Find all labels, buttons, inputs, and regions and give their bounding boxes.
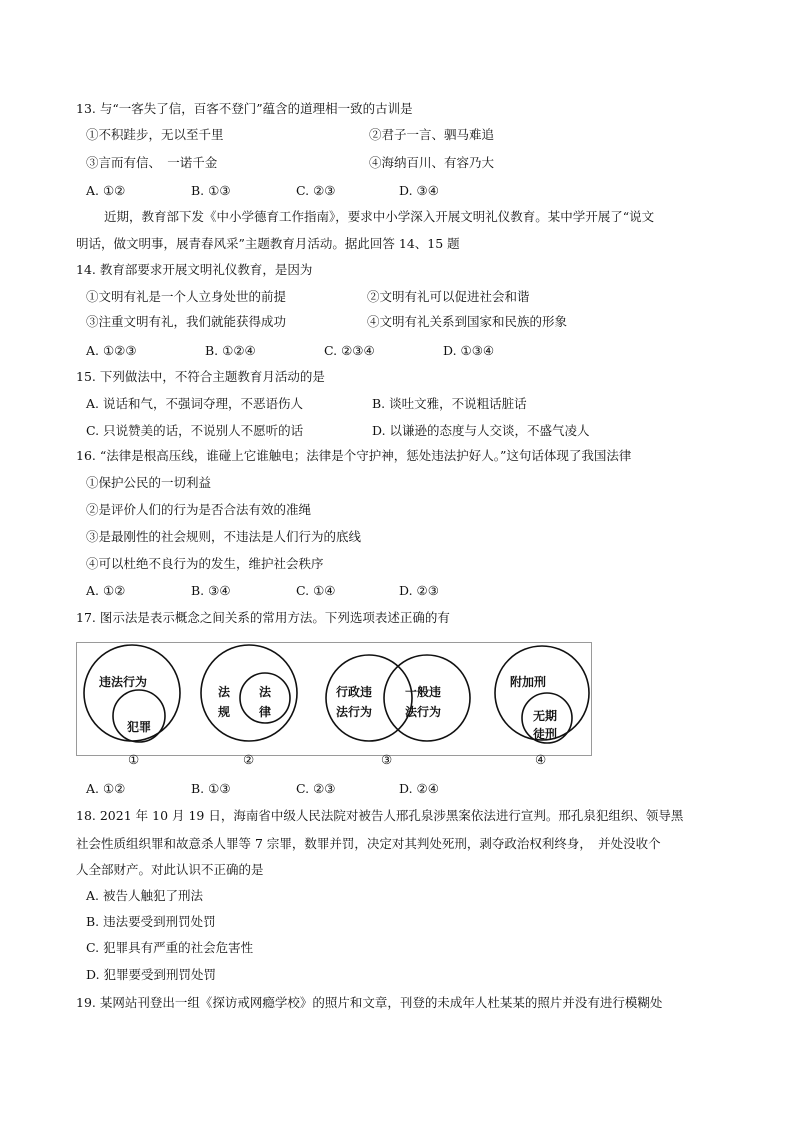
q18-option-a: A. 被告人触犯了刑法 — [86, 888, 203, 903]
q18-option-c: C. 犯罪具有严重的社会危害性 — [86, 940, 254, 955]
q17-option-b: B. ①③ — [191, 781, 231, 796]
passage-line-1: 近期，教育部下发《中小学德育工作指南》，要求中小学深入开展文明礼仪教育。某中学开展了“说文 — [104, 209, 655, 224]
q15-option-b: B. 谈吐文雅，不说粗话脏话 — [372, 396, 527, 411]
q14-statement-3: ③注重文明有礼，我们就能获得成功 — [86, 314, 287, 329]
q16-statement-4: ④可以杜绝不良行为的发生，维护社会秩序 — [86, 556, 324, 571]
q17-stem: 17. 图示法是表示概念之间关系的常用方法。下列选项表述正确的有 — [76, 610, 450, 625]
q17-option-c: C. ②③ — [296, 781, 336, 796]
q13-option-a: A. ①② — [86, 183, 126, 198]
q14-option-d: D. ①③④ — [443, 343, 495, 358]
d1-outer-label: 违法行为 — [99, 675, 148, 689]
q14-option-c: C. ②③④ — [324, 343, 375, 358]
q15-option-a: A. 说话和气，不强词夺理，不恶语伤人 — [86, 396, 303, 411]
d2-outer-label-a: 法 — [218, 685, 231, 699]
q16-option-a: A. ①② — [86, 583, 126, 598]
q14-option-b: B. ①②④ — [205, 343, 256, 358]
q15-option-c: C. 只说赞美的话，不说别人不愿听的话 — [86, 423, 304, 438]
q15-option-d: D. 以谦逊的态度与人交谈，不盛气凌人 — [372, 423, 590, 438]
q17-diagram-figure — [76, 642, 592, 756]
d4-outer-label: 附加刑 — [510, 675, 547, 689]
q16-statement-3: ③是最刚性的社会规则，不违法是人们行为的底线 — [86, 529, 362, 544]
q14-option-a: A. ①②③ — [86, 343, 137, 358]
q13-option-b: B. ①③ — [191, 183, 231, 198]
q17-option-d: D. ②④ — [399, 781, 439, 796]
q16-option-d: D. ②③ — [399, 583, 439, 598]
d1-inner-label: 犯罪 — [127, 720, 152, 734]
q15-stem: 15. 下列做法中，不符合主题教育月活动的是 — [76, 369, 325, 384]
q17-option-a: A. ①② — [86, 781, 126, 796]
d2-inner-label-a: 法 — [259, 685, 272, 699]
q13-option-c: C. ②③ — [296, 183, 336, 198]
q18-option-d: D. 犯罪要受到刑罚处罚 — [86, 967, 217, 982]
q16-option-b: B. ③④ — [191, 583, 231, 598]
q13-statement-4: ④海纳百川、有容乃大 — [369, 155, 495, 170]
d4-inner-label-a: 无期 — [533, 709, 558, 723]
q18-line-1: 18. 2021 年 10 月 19 日，海南省中级人民法院对被告人邢孔泉涉黑案依法进行宣判。邢孔泉犯组织、领导黑 — [76, 808, 684, 823]
q16-stem: 16. “法律是根高压线，谁碰上它谁触电；法律是个守护神，惩处违法护好人。”这句话体现了我国法律 — [76, 448, 632, 463]
q13-statement-2: ②君子一言、驷马难追 — [369, 127, 495, 142]
q14-stem: 14. 教育部要求开展文明礼仪教育，是因为 — [76, 262, 313, 277]
q14-statement-2: ②文明有礼可以促进社会和谐 — [367, 289, 530, 304]
d2-inner-label-b: 律 — [259, 705, 272, 719]
d4-number: ④ — [535, 752, 547, 767]
q13-stem: 13. 与“一客失了信，百客不登门”蕴含的道理相一致的古训是 — [76, 101, 413, 116]
q13-statement-3: ③言而有信、 一诺千金 — [86, 155, 218, 170]
q14-statement-1: ①文明有礼是一个人立身处世的前提 — [86, 289, 287, 304]
q13-statement-1: ①不积跬步，无以至千里 — [86, 127, 224, 142]
q17-diagram-svg — [77, 643, 591, 755]
q18-line-3: 人全部财产。对此认识不正确的是 — [76, 862, 264, 877]
d1-number: ① — [128, 752, 140, 767]
d4-inner-label-b: 徒刑 — [533, 727, 558, 741]
q16-statement-1: ①保护公民的一切利益 — [86, 475, 212, 490]
q16-statement-2: ②是评价人们的行为是否合法有效的准绳 — [86, 502, 312, 517]
d3-right-label-b: 法行为 — [405, 705, 442, 719]
d3-right-label-a: 一般违 — [405, 685, 442, 699]
q19-line-1: 19. 某网站刊登出一组《探访戒网瘾学校》的照片和文章，刊登的未成年人杜某某的照片并没有进行模糊处 — [76, 995, 663, 1010]
d2-outer-label-b: 规 — [218, 705, 231, 719]
d2-outer-circle — [201, 645, 297, 741]
q13-option-d: D. ③④ — [399, 183, 439, 198]
q18-line-2: 社会性质组织罪和故意杀人罪等 7 宗罪，数罪并罚，决定对其判处死刑，剥夺政治权利终身， 并处没收个 — [76, 836, 661, 851]
d2-number: ② — [243, 752, 255, 767]
passage-line-2: 明话，做文明事，展青春风采”主题教育月活动。据此回答 14、15 题 — [76, 236, 460, 251]
d3-left-label-a: 行政违 — [336, 685, 373, 699]
d3-number: ③ — [381, 752, 393, 767]
q14-statement-4: ④文明有礼关系到国家和民族的形象 — [367, 314, 568, 329]
q16-option-c: C. ①④ — [296, 583, 336, 598]
q18-option-b: B. 违法要受到刑罚处罚 — [86, 914, 216, 929]
d3-left-label-b: 法行为 — [336, 705, 373, 719]
